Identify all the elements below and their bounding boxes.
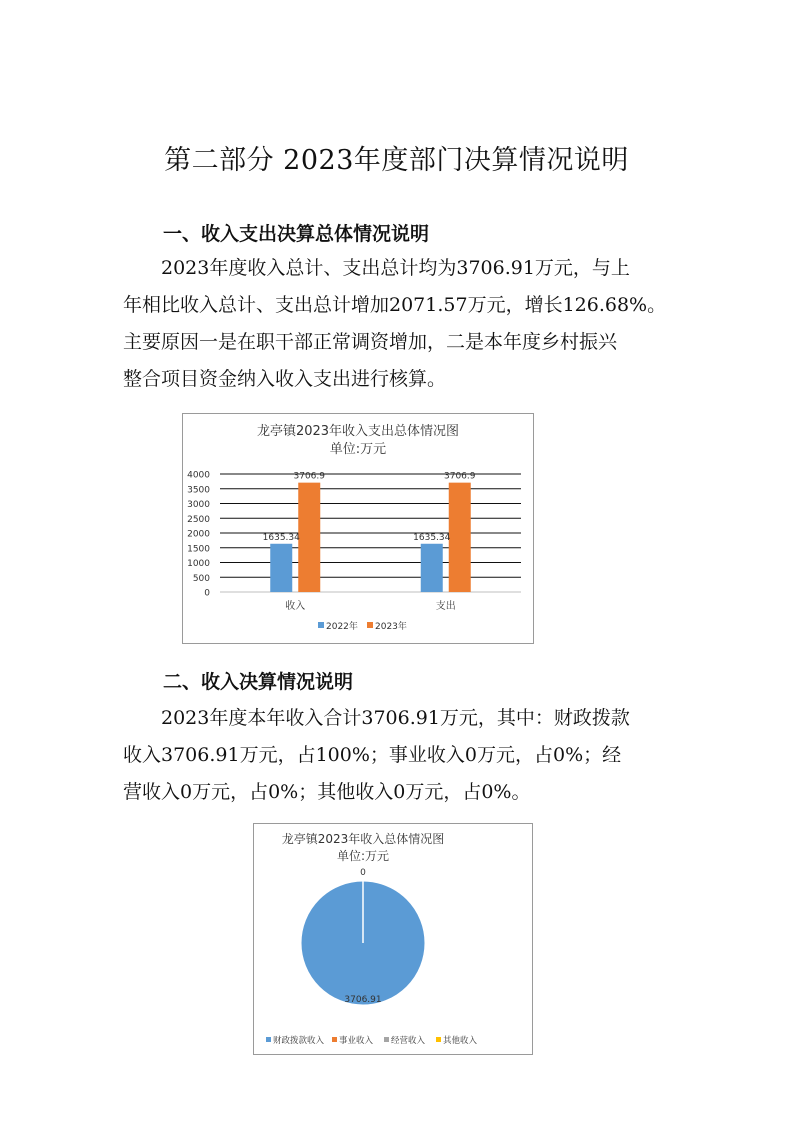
legend-swatch [318,622,324,628]
section1-heading: 一、收入支出决算总体情况说明 [163,223,430,245]
y-tick-label: 1000 [187,559,210,569]
legend-swatch [332,1037,337,1042]
chart-subtitle: 单位:万元 [329,442,387,457]
legend-label: 其他收入 [443,1036,478,1046]
data-label: 1635.34 [413,532,451,543]
paragraph-line: 整合项目资金纳入收入支出进行核算。 [123,368,447,390]
legend-swatch [367,622,373,628]
legend-label: 经营收入 [391,1036,426,1046]
page-title: 第二部分 2023年度部门决算情况说明 [164,145,629,176]
section2-paragraph [123,700,668,811]
y-tick-label: 3500 [187,485,210,496]
paragraph-line: 年相比收入总计、支出总计增加2071.57万元，增长126.68%。 [123,294,667,316]
bar [270,544,292,592]
legend-label: 2022年 [326,622,358,632]
data-label: 3706.9 [293,471,325,482]
legend-label: 2023年 [375,622,407,632]
paragraph-line: 主要原因一是在职干部正常调资增加，二是本年度乡村振兴 [123,331,618,353]
paragraph-line: 收入3706.91万元，占100%；事业收入0万元，占0%；经 [123,744,622,766]
category-label: 收入 [285,601,306,612]
data-label: 3706.9 [444,471,476,482]
paragraph-line: 2023年度本年收入合计3706.91万元，其中：财政拨款 [161,707,630,729]
y-tick-label: 4000 [187,470,210,481]
paragraph-line: 营收入0万元，占0%；其他收入0万元，占0%。 [123,781,531,803]
paragraph-line: 2023年度收入总计、支出总计均为3706.91万元，与上 [161,257,630,279]
chart-subtitle: 单位:万元 [336,849,390,863]
legend-swatch [436,1037,441,1042]
y-tick-label: 3000 [187,500,210,510]
legend-swatch [266,1037,271,1042]
category-label: 支出 [435,601,456,612]
pie-data-label: 0 [360,868,366,878]
chart-title: 龙亭镇2023年收入总体情况图 [281,832,445,846]
y-tick-label: 2000 [187,529,210,540]
section1-paragraph [123,250,668,398]
y-tick-label: 2500 [187,514,210,525]
bar [298,483,320,592]
y-tick-label: 1500 [187,544,210,555]
legend-swatch [384,1037,389,1042]
legend-label: 财政拨款收入 [273,1036,325,1046]
legend-label: 事业收入 [339,1036,374,1046]
bar [449,483,471,592]
bar-chart-svg [183,414,533,643]
bar-chart [182,413,534,644]
bar [421,544,443,592]
pie-chart-svg [254,824,532,1054]
pie-data-label: 3706.91 [344,995,382,1005]
pie-chart [253,823,533,1055]
y-tick-label: 500 [192,573,210,584]
section2-heading: 二、收入决算情况说明 [163,671,354,693]
y-tick-label: 0 [204,588,210,599]
data-label: 1635.34 [262,532,300,543]
chart-title: 龙亭镇2023年收入支出总体情况图 [256,424,460,439]
